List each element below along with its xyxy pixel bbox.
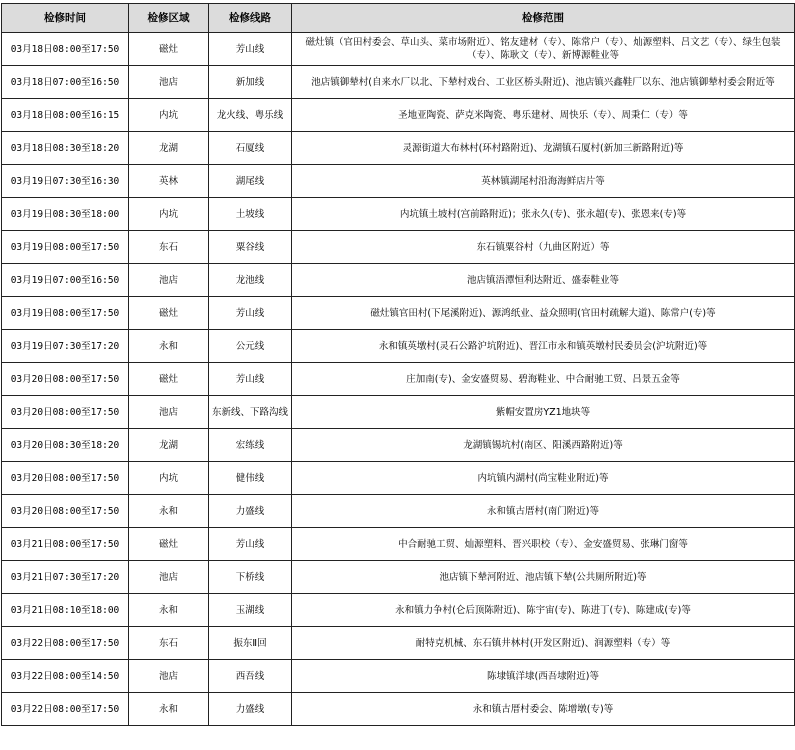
header-line: 检修线路 xyxy=(209,4,292,33)
cell-area: 龙湖 xyxy=(129,132,209,165)
cell-time: 03月20日08:00至17:50 xyxy=(2,462,129,495)
cell-time: 03月18日08:30至18:20 xyxy=(2,132,129,165)
cell-area: 池店 xyxy=(129,66,209,99)
cell-line: 芳山线 xyxy=(209,363,292,396)
cell-range: 灵源街道大布林村(环村路附近)、龙湖镇石厦村(新加三新路附近)等 xyxy=(292,132,795,165)
cell-line: 湖尾线 xyxy=(209,165,292,198)
cell-area: 内坑 xyxy=(129,198,209,231)
table-row xyxy=(2,330,795,363)
cell-range: 池店镇御辇村(自来水厂以北、下辇村戏台、工业区桥头附近)、池店镇兴鑫鞋厂以东、池店镇御辇村委会附近等 xyxy=(292,66,795,99)
table-row xyxy=(2,165,795,198)
cell-time: 03月19日08:00至17:50 xyxy=(2,231,129,264)
cell-time: 03月20日08:00至17:50 xyxy=(2,396,129,429)
cell-range: 磁灶镇（官田村委会、草山头、菜市场附近）、铭友建材（专）、陈常户（专）、灿源塑料、吕文艺（专）、绿生包装（专）、陈耿文（专）、新博源鞋业等 xyxy=(292,33,795,66)
cell-line: 芳山线 xyxy=(209,297,292,330)
cell-area: 池店 xyxy=(129,396,209,429)
cell-range: 永和镇力争村(仑后顶陈附近)、陈宇宙(专)、陈进丁(专)、陈建成(专)等 xyxy=(292,594,795,627)
cell-line: 公元线 xyxy=(209,330,292,363)
cell-time: 03月20日08:00至17:50 xyxy=(2,363,129,396)
table-body xyxy=(2,33,795,726)
cell-line: 宏练线 xyxy=(209,429,292,462)
cell-range: 池店镇下辇河附近、池店镇下辇(公共厕所附近)等 xyxy=(292,561,795,594)
cell-time: 03月20日08:30至18:20 xyxy=(2,429,129,462)
cell-range: 内坑镇内湖村(尚宝鞋业附近)等 xyxy=(292,462,795,495)
cell-line: 力盛线 xyxy=(209,693,292,726)
cell-time: 03月21日08:10至18:00 xyxy=(2,594,129,627)
cell-time: 03月20日08:00至17:50 xyxy=(2,495,129,528)
cell-time: 03月19日07:30至16:30 xyxy=(2,165,129,198)
cell-area: 池店 xyxy=(129,561,209,594)
table-row xyxy=(2,495,795,528)
cell-range: 东石镇粟谷村（九曲区附近）等 xyxy=(292,231,795,264)
cell-range: 紫帽安置房YZ1地块等 xyxy=(292,396,795,429)
table-row xyxy=(2,429,795,462)
cell-line: 粟谷线 xyxy=(209,231,292,264)
cell-line: 东新线、下路沟线 xyxy=(209,396,292,429)
cell-time: 03月22日08:00至17:50 xyxy=(2,693,129,726)
table-row xyxy=(2,594,795,627)
header-range: 检修范围 xyxy=(292,4,795,33)
cell-area: 永和 xyxy=(129,495,209,528)
cell-line: 新加线 xyxy=(209,66,292,99)
cell-area: 磁灶 xyxy=(129,363,209,396)
cell-area: 东石 xyxy=(129,231,209,264)
cell-area: 内坑 xyxy=(129,462,209,495)
cell-time: 03月18日08:00至17:50 xyxy=(2,33,129,66)
cell-range: 永和镇古厝村(南门附近)等 xyxy=(292,495,795,528)
cell-line: 石厦线 xyxy=(209,132,292,165)
cell-area: 永和 xyxy=(129,693,209,726)
cell-time: 03月19日07:00至16:50 xyxy=(2,264,129,297)
cell-area: 龙湖 xyxy=(129,429,209,462)
header-row xyxy=(2,4,795,33)
table-row xyxy=(2,264,795,297)
cell-area: 永和 xyxy=(129,594,209,627)
table-row xyxy=(2,561,795,594)
cell-range: 圣地亚陶瓷、萨克米陶瓷、粤乐建材、周快乐（专）、周秉仁（专）等 xyxy=(292,99,795,132)
cell-range: 耐特克机械、东石镇井林村(开发区附近)、润源塑料（专）等 xyxy=(292,627,795,660)
cell-range: 永和镇英墩村(灵石公路沪坑附近)、晋江市永和镇英墩村民委员会(沪坑附近)等 xyxy=(292,330,795,363)
cell-line: 西吾线 xyxy=(209,660,292,693)
header-area: 检修区域 xyxy=(129,4,209,33)
cell-time: 03月18日08:00至16:15 xyxy=(2,99,129,132)
cell-range: 庄加南(专)、金安盛贸易、碧海鞋业、中合耐驰工贸、吕景五金等 xyxy=(292,363,795,396)
table-row xyxy=(2,231,795,264)
cell-range: 内坑镇土坡村(宫前路附近)；张永久(专)、张永超(专)、张恩来(专)等 xyxy=(292,198,795,231)
cell-line: 龙火线、粤乐线 xyxy=(209,99,292,132)
cell-line: 芳山线 xyxy=(209,528,292,561)
outage-schedule-table xyxy=(1,3,795,726)
table-row xyxy=(2,132,795,165)
cell-time: 03月19日08:30至18:00 xyxy=(2,198,129,231)
cell-range: 池店镇浯潭恒利达附近、盛泰鞋业等 xyxy=(292,264,795,297)
cell-time: 03月18日07:00至16:50 xyxy=(2,66,129,99)
cell-time: 03月22日08:00至17:50 xyxy=(2,627,129,660)
cell-time: 03月21日08:00至17:50 xyxy=(2,528,129,561)
table-row xyxy=(2,297,795,330)
table-row xyxy=(2,693,795,726)
cell-line: 力盛线 xyxy=(209,495,292,528)
cell-line: 振东Ⅱ回 xyxy=(209,627,292,660)
table-row xyxy=(2,99,795,132)
cell-area: 磁灶 xyxy=(129,33,209,66)
cell-line: 土坡线 xyxy=(209,198,292,231)
cell-range: 磁灶镇官田村(下尾溪附近)、源鸿纸业、益众照明(官田村疏解大道)、陈常户(专)等 xyxy=(292,297,795,330)
table-row xyxy=(2,33,795,66)
cell-range: 龙湖镇锡坑村(南区、阳溪西路附近)等 xyxy=(292,429,795,462)
cell-area: 磁灶 xyxy=(129,528,209,561)
cell-line: 龙池线 xyxy=(209,264,292,297)
cell-line: 芳山线 xyxy=(209,33,292,66)
cell-time: 03月22日08:00至14:50 xyxy=(2,660,129,693)
cell-area: 磁灶 xyxy=(129,297,209,330)
table-row xyxy=(2,528,795,561)
cell-range: 永和镇古厝村委会、陈增墩(专)等 xyxy=(292,693,795,726)
cell-time: 03月19日07:30至17:20 xyxy=(2,330,129,363)
cell-time: 03月19日08:00至17:50 xyxy=(2,297,129,330)
cell-area: 池店 xyxy=(129,660,209,693)
cell-area: 内坑 xyxy=(129,99,209,132)
table-row xyxy=(2,627,795,660)
cell-area: 英林 xyxy=(129,165,209,198)
cell-range: 陈埭镇洋埭(西吾埭附近)等 xyxy=(292,660,795,693)
table-row xyxy=(2,462,795,495)
table-row xyxy=(2,363,795,396)
table-row xyxy=(2,198,795,231)
cell-area: 池店 xyxy=(129,264,209,297)
cell-area: 永和 xyxy=(129,330,209,363)
cell-line: 健伟线 xyxy=(209,462,292,495)
cell-area: 东石 xyxy=(129,627,209,660)
table-row xyxy=(2,396,795,429)
cell-line: 玉湖线 xyxy=(209,594,292,627)
cell-line: 下桥线 xyxy=(209,561,292,594)
table-row xyxy=(2,66,795,99)
cell-range: 中合耐驰工贸、灿源塑料、晋兴职校（专）、金安盛贸易、张琳门窗等 xyxy=(292,528,795,561)
cell-range: 英林镇湖尾村沿海海鲜店片等 xyxy=(292,165,795,198)
table-row xyxy=(2,660,795,693)
header-time: 检修时间 xyxy=(2,4,129,33)
cell-time: 03月21日07:30至17:20 xyxy=(2,561,129,594)
